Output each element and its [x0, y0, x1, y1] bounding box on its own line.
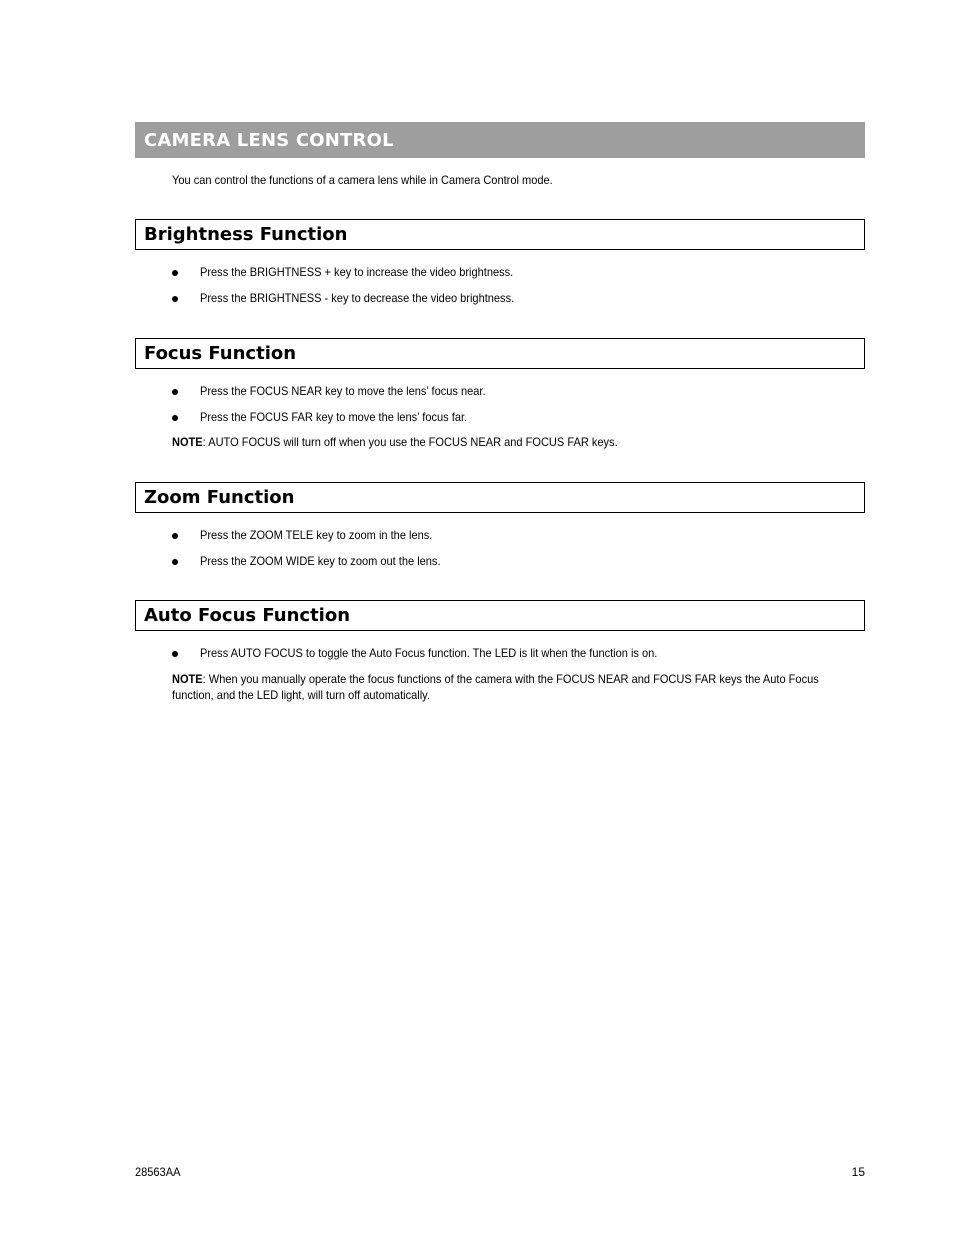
- bullet-icon: [172, 533, 178, 539]
- bullet-icon: [172, 389, 178, 395]
- bullet-icon: [172, 651, 178, 657]
- list-item-text: Press AUTO FOCUS to toggle the Auto Focus function. The LED is lit when the function is on.: [200, 646, 658, 660]
- section-heading-auto-focus: [135, 600, 865, 631]
- page-number: 15: [851, 1165, 865, 1179]
- bullet-icon: [172, 270, 178, 276]
- list-item-text: Press the BRIGHTNESS - key to decrease the video brightness.: [200, 291, 515, 305]
- section-title: Brightness Function: [144, 224, 348, 245]
- list-item-text: Press the FOCUS NEAR key to move the lens’ focus near.: [200, 384, 486, 398]
- section-title: Zoom Function: [144, 487, 295, 508]
- chapter-title: CAMERA LENS CONTROL: [144, 129, 394, 151]
- note-text: : AUTO FOCUS will turn off when you use the FOCUS NEAR and FOCUS FAR keys.: [202, 435, 618, 449]
- section-title: Focus Function: [144, 343, 297, 364]
- section-heading-brightness: [135, 219, 865, 250]
- document-number: 28563AA: [135, 1165, 181, 1179]
- auto-focus-note: [172, 671, 847, 703]
- bullet-icon: [172, 415, 178, 421]
- chapter-heading-bar: [135, 122, 865, 158]
- chapter-intro: You can control the functions of a camera lens while in Camera Control mode.: [172, 173, 553, 187]
- bullet-icon: [172, 296, 178, 302]
- note-label: NOTE: [172, 672, 203, 686]
- section-heading-zoom: [135, 482, 865, 513]
- list-item-text: Press the FOCUS FAR key to move the lens’ focus far.: [200, 410, 468, 424]
- note-text: : When you manually operate the focus functions of the camera with the FOCUS NEAR and FOCUS FAR keys the Auto Focus function, and the LED light, will turn off automatically.: [172, 672, 819, 702]
- note-label: NOTE: [172, 435, 203, 449]
- list-item-text: Press the ZOOM TELE key to zoom in the lens.: [200, 528, 433, 542]
- list-item-text: Press the ZOOM WIDE key to zoom out the lens.: [200, 554, 441, 568]
- section-heading-focus: [135, 338, 865, 369]
- focus-note: [172, 434, 618, 450]
- section-title: Auto Focus Function: [144, 605, 351, 626]
- bullet-icon: [172, 559, 178, 565]
- list-item-text: Press the BRIGHTNESS + key to increase the video brightness.: [200, 265, 514, 279]
